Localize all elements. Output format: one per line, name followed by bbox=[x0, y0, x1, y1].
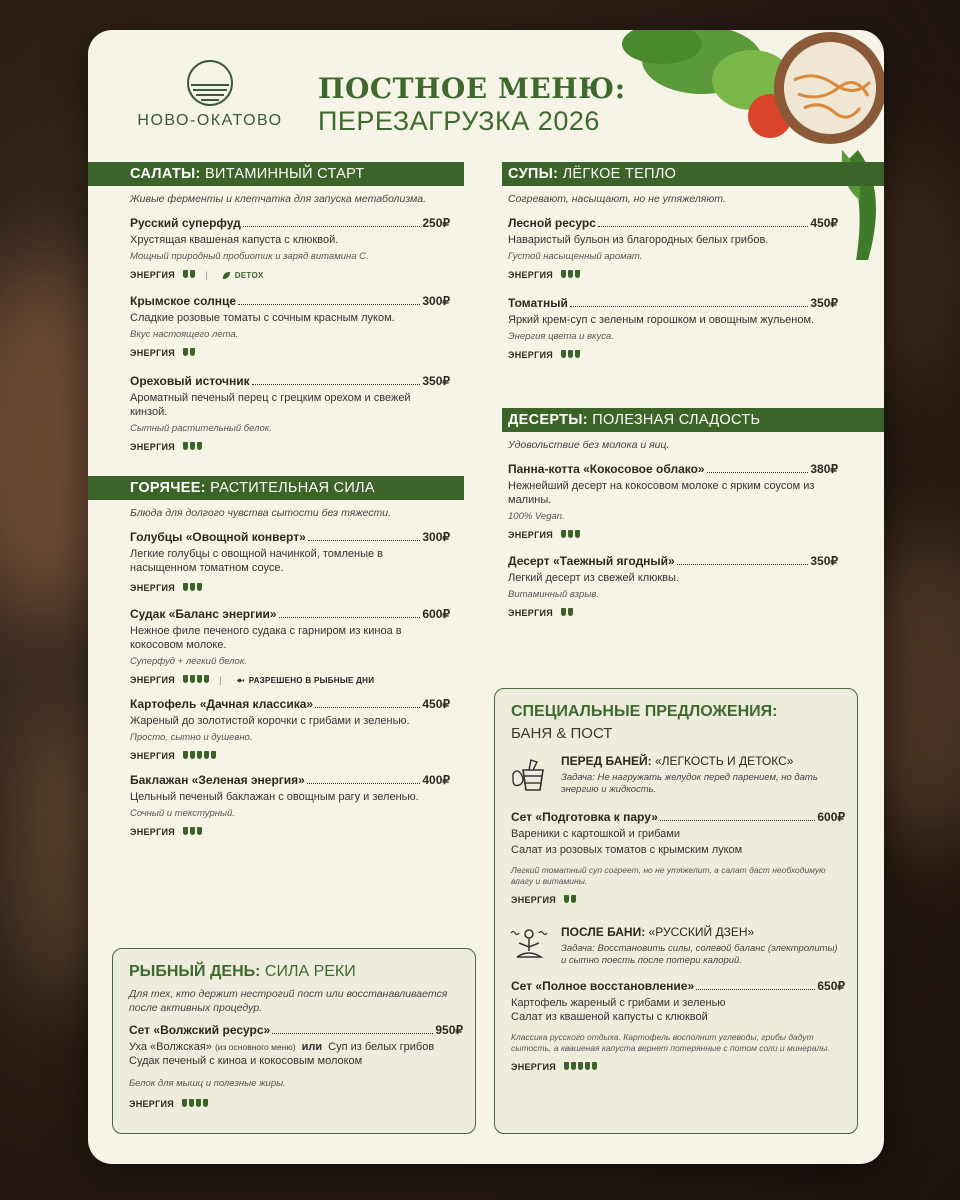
detox-tag: DETOX bbox=[222, 271, 264, 280]
energy-leaf-icon bbox=[190, 583, 195, 591]
desserts-intro: Удовольствие без молока и яиц. bbox=[508, 439, 670, 451]
energy-leaf-icon bbox=[183, 270, 188, 278]
item-note: Вкус настоящего лета. bbox=[130, 329, 239, 340]
set-line: Салат из розовых томатов с крымским луком bbox=[511, 844, 743, 856]
special-offers-box bbox=[494, 688, 858, 1134]
brand-logo bbox=[130, 60, 290, 130]
bath-bucket-icon bbox=[509, 754, 549, 794]
menu-item bbox=[88, 206, 464, 280]
energy-rating: ЭНЕРГИЯ bbox=[130, 583, 450, 593]
energy-leaf-icon bbox=[568, 530, 573, 538]
brand-name: НОВО-ОКАТОВО bbox=[137, 112, 283, 129]
set-line: Салат из квашеной капусты с клюквой bbox=[511, 1011, 708, 1023]
menu-item bbox=[88, 685, 464, 761]
energy-leaves bbox=[561, 530, 582, 540]
energy-rating: ЭНЕРГИЯ bbox=[129, 1099, 463, 1109]
item-note: Суперфуд + легкий белок. bbox=[130, 656, 247, 667]
energy-rating: ЭНЕРГИЯ bbox=[130, 348, 450, 358]
energy-leaves bbox=[182, 1099, 210, 1109]
item-name: Ореховый источник bbox=[130, 374, 250, 388]
energy-leaf-icon bbox=[197, 751, 202, 759]
page-subtitle: ПЕРЕЗАГРУЗКА 2026 bbox=[318, 106, 600, 136]
energy-leaves bbox=[183, 270, 197, 280]
item-desc: Нежное филе печеного судака с гарниром из киноа в кокосовом молоке. bbox=[130, 625, 402, 651]
energy-leaf-icon bbox=[183, 827, 188, 835]
energy-leaf-icon bbox=[571, 1062, 576, 1070]
special-subtitle: БАНЯ & ПОСТ bbox=[511, 725, 613, 742]
energy-rating: ЭНЕРГИЯ bbox=[508, 270, 838, 280]
energy-leaf-icon bbox=[568, 350, 573, 358]
fish-day-box bbox=[112, 948, 476, 1134]
item-name: Картофель «Дачная классика» bbox=[130, 697, 314, 711]
item-name: Судак «Баланс энергии» bbox=[130, 607, 277, 621]
fish-day-tag: РАЗРЕШЕНО В РЫБНЫЕ ДНИ bbox=[236, 676, 375, 685]
energy-leaf-icon bbox=[575, 270, 580, 278]
energy-leaf-icon bbox=[585, 1062, 590, 1070]
set-name: Сет «Волжский ресурс» bbox=[129, 1023, 271, 1037]
set-note: Легкий томатный суп согреет, но не утяжелит, а салат даст необходимую влагу и витамины. bbox=[511, 865, 826, 886]
energy-leaves bbox=[561, 350, 582, 360]
set-line: Судак печеный с киноа и кокосовым молоком bbox=[129, 1055, 363, 1067]
menu-item bbox=[502, 452, 884, 540]
item-desc: Наваристый бульон из благородных белых грибов. bbox=[508, 234, 769, 246]
menu-item bbox=[502, 206, 884, 280]
set-line: Уха «Волжская» (из основного меню) или Суп из белых грибов bbox=[129, 1041, 435, 1053]
leaf-icon bbox=[222, 271, 231, 280]
item-note: Сочный и текстурный. bbox=[130, 808, 235, 819]
menu-sheet bbox=[88, 30, 884, 1164]
set-name: Сет «Полное восстановление» bbox=[511, 979, 695, 993]
energy-leaves bbox=[561, 270, 582, 280]
set-price: 600₽ bbox=[817, 810, 845, 824]
item-price: 250₽ bbox=[422, 216, 450, 230]
energy-rating: ЭНЕРГИЯ bbox=[130, 827, 450, 837]
energy-rating: ЭНЕРГИЯ bbox=[130, 751, 450, 761]
energy-leaf-icon bbox=[561, 350, 566, 358]
energy-leaf-icon bbox=[183, 751, 188, 759]
energy-rating: ЭНЕРГИЯ bbox=[508, 530, 838, 540]
hot-header: ГОРЯЧЕЕ: РАСТИТЕЛЬНАЯ СИЛА bbox=[88, 476, 464, 500]
special-title: СПЕЦИАЛЬНЫЕ ПРЕДЛОЖЕНИЯ: bbox=[511, 703, 778, 720]
page-title: ПОСТНОЕ МЕНЮ: bbox=[318, 72, 626, 105]
after-bath-title: ПОСЛЕ БАНИ: «РУССКИЙ ДЗЕН» bbox=[561, 925, 755, 939]
item-note: Мощный природный пробиотик и заряд витамина С. bbox=[130, 251, 369, 262]
energy-leaf-icon bbox=[190, 270, 195, 278]
set-line: Картофель жареный с грибами и зеленью bbox=[511, 997, 726, 1009]
item-name: Голубцы «Овощной конверт» bbox=[130, 530, 306, 544]
item-desc: Легкие голубцы с овощной начинкой, томленые в насыщенном томатном соусе. bbox=[130, 548, 384, 574]
energy-leaves bbox=[183, 751, 218, 761]
item-price: 300₽ bbox=[422, 530, 450, 544]
salads-header: САЛАТЫ: ВИТАМИННЫЙ СТАРТ bbox=[88, 162, 464, 186]
hot-intro: Блюда для долгого чувства сытости без тяжести. bbox=[130, 507, 392, 519]
soups-header: СУПЫ: ЛЁГКОЕ ТЕПЛО bbox=[502, 162, 884, 186]
menu-item bbox=[502, 280, 884, 360]
item-desc: Легкий десерт из свежей клюквы. bbox=[508, 572, 679, 584]
after-bath-task: Задача: Восстановить силы, солевой баланс (электролиты) и сытно поесть после потери калорий. bbox=[561, 943, 838, 966]
menu-item bbox=[88, 280, 464, 358]
energy-rating: ЭНЕРГИЯ | DETOX bbox=[130, 270, 264, 280]
fish-icon bbox=[236, 676, 245, 685]
energy-rating: ЭНЕРГИЯ bbox=[508, 608, 838, 618]
energy-rating: ЭНЕРГИЯ bbox=[511, 1062, 845, 1072]
energy-leaves bbox=[564, 1062, 599, 1072]
item-note: Густой насыщенный аромат. bbox=[508, 251, 643, 262]
salads-intro: Живые ферменты и клетчатка для запуска метаболизма. bbox=[130, 193, 427, 205]
item-note: Витаминный взрыв. bbox=[508, 589, 599, 600]
logo-icon bbox=[187, 60, 233, 106]
energy-rating: ЭНЕРГИЯ bbox=[511, 895, 845, 905]
after-bath-head bbox=[495, 905, 857, 967]
soups-intro: Согревают, насыщают, но не утяжеляют. bbox=[508, 193, 726, 205]
energy-leaf-icon bbox=[204, 675, 209, 683]
menu-item bbox=[88, 593, 464, 685]
set-note: Белок для мышц и полезные жиры. bbox=[129, 1078, 286, 1089]
energy-leaf-icon bbox=[183, 583, 188, 591]
item-name: Крымское солнце bbox=[130, 294, 237, 308]
energy-leaf-icon bbox=[190, 827, 195, 835]
energy-leaf-icon bbox=[190, 348, 195, 356]
energy-leaf-icon bbox=[182, 1099, 187, 1107]
item-name: Русский суперфуд bbox=[130, 216, 241, 230]
energy-leaves bbox=[183, 675, 211, 685]
energy-leaf-icon bbox=[561, 270, 566, 278]
energy-leaves bbox=[183, 827, 204, 837]
energy-leaf-icon bbox=[575, 350, 580, 358]
energy-leaf-icon bbox=[197, 442, 202, 450]
item-desc: Ароматный печеный перец с грецким орехом и свежей кинзой. bbox=[130, 392, 411, 418]
before-bath-task: Задача: Не нагружать желудок перед парением, но дать энергию и жидкость. bbox=[561, 772, 818, 795]
energy-leaves bbox=[183, 583, 204, 593]
item-price: 600₽ bbox=[422, 607, 450, 621]
energy-leaf-icon bbox=[190, 442, 195, 450]
menu-item bbox=[88, 761, 464, 837]
energy-leaf-icon bbox=[197, 827, 202, 835]
item-name: Баклажан «Зеленая энергия» bbox=[130, 773, 305, 787]
item-price: 350₽ bbox=[810, 296, 838, 310]
desserts-header: ДЕСЕРТЫ: ПОЛЕЗНАЯ СЛАДОСТЬ bbox=[502, 408, 884, 432]
energy-leaf-icon bbox=[561, 530, 566, 538]
energy-leaf-icon bbox=[578, 1062, 583, 1070]
item-desc: Жареный до золотистой корочки с грибами и зеленью. bbox=[130, 715, 410, 727]
energy-leaf-icon bbox=[561, 608, 566, 616]
energy-leaf-icon bbox=[196, 1099, 201, 1107]
energy-rating: ЭНЕРГИЯ | РАЗРЕШЕНО В РЫБНЫЕ ДНИ bbox=[130, 675, 375, 685]
energy-leaf-icon bbox=[564, 895, 569, 903]
item-price: 450₽ bbox=[422, 697, 450, 711]
set-price: 950₽ bbox=[435, 1023, 463, 1037]
energy-leaves bbox=[183, 442, 204, 452]
energy-leaf-icon bbox=[568, 608, 573, 616]
menu-item bbox=[88, 520, 464, 593]
item-note: 100% Vegan. bbox=[508, 511, 565, 522]
energy-leaf-icon bbox=[575, 530, 580, 538]
fish-day-intro: Для тех, кто держит нестрогий пост или восстанавливается после активных процедур. bbox=[129, 988, 448, 1014]
energy-rating: ЭНЕРГИЯ bbox=[130, 442, 450, 452]
item-price: 350₽ bbox=[422, 374, 450, 388]
energy-leaf-icon bbox=[190, 675, 195, 683]
item-note: Сытный растительный белок. bbox=[130, 423, 272, 434]
energy-leaf-icon bbox=[203, 1099, 208, 1107]
item-note: Энергия цвета и вкуса. bbox=[508, 331, 614, 342]
energy-leaf-icon bbox=[183, 675, 188, 683]
meditation-icon bbox=[509, 925, 549, 965]
item-desc: Нежнейший десерт на кокосовом молоке с ярким соусом из малины. bbox=[508, 480, 815, 506]
energy-leaf-icon bbox=[568, 270, 573, 278]
energy-leaf-icon bbox=[211, 751, 216, 759]
energy-leaf-icon bbox=[204, 751, 209, 759]
set-price: 650₽ bbox=[817, 979, 845, 993]
energy-rating: ЭНЕРГИЯ bbox=[508, 350, 838, 360]
energy-leaf-icon bbox=[571, 895, 576, 903]
before-bath-head bbox=[495, 742, 857, 796]
energy-leaves bbox=[183, 348, 197, 358]
item-name: Десерт «Таежный ягодный» bbox=[508, 554, 675, 568]
menu-item bbox=[88, 358, 464, 452]
item-price: 350₽ bbox=[810, 554, 838, 568]
energy-leaves bbox=[561, 608, 575, 618]
item-price: 300₽ bbox=[422, 294, 450, 308]
item-name: Томатный bbox=[508, 296, 568, 310]
item-price: 450₽ bbox=[810, 216, 838, 230]
fish-day-title: РЫБНЫЙ ДЕНЬ: СИЛА РЕКИ bbox=[129, 963, 356, 980]
item-price: 380₽ bbox=[810, 462, 838, 476]
set-line: Вареники с картошкой и грибами bbox=[511, 828, 680, 840]
energy-leaf-icon bbox=[190, 751, 195, 759]
item-desc: Яркий крем-суп с зеленым горошком и овощным жульеном. bbox=[508, 314, 815, 326]
menu-item bbox=[502, 540, 884, 618]
set-name: Сет «Подготовка к пару» bbox=[511, 810, 658, 824]
energy-leaf-icon bbox=[592, 1062, 597, 1070]
set-note: Классика русского отдыха. Картофель восполнит углеводы, грибы дадут сытость, а квашеная капуста вернет потерянные с потом соли и минералы. bbox=[511, 1032, 830, 1053]
energy-leaf-icon bbox=[183, 348, 188, 356]
item-price: 400₽ bbox=[422, 773, 450, 787]
item-name: Панна-котта «Кокосовое облако» bbox=[508, 462, 705, 476]
energy-leaf-icon bbox=[197, 675, 202, 683]
energy-leaves bbox=[564, 895, 578, 905]
energy-leaf-icon bbox=[197, 583, 202, 591]
item-note: Просто, сытно и душевно. bbox=[130, 732, 253, 743]
item-desc: Сладкие розовые томаты с сочным красным луком. bbox=[130, 312, 395, 324]
item-desc: Хрустящая квашеная капуста с клюквой. bbox=[130, 234, 339, 246]
item-desc: Цельный печеный баклажан с овощным рагу и зеленью. bbox=[130, 791, 419, 803]
energy-leaf-icon bbox=[189, 1099, 194, 1107]
energy-leaf-icon bbox=[183, 442, 188, 450]
item-name: Лесной ресурс bbox=[508, 216, 596, 230]
energy-leaf-icon bbox=[564, 1062, 569, 1070]
before-bath-title: ПЕРЕД БАНЕЙ: «ЛЕГКОСТЬ И ДЕТОКС» bbox=[561, 754, 794, 768]
